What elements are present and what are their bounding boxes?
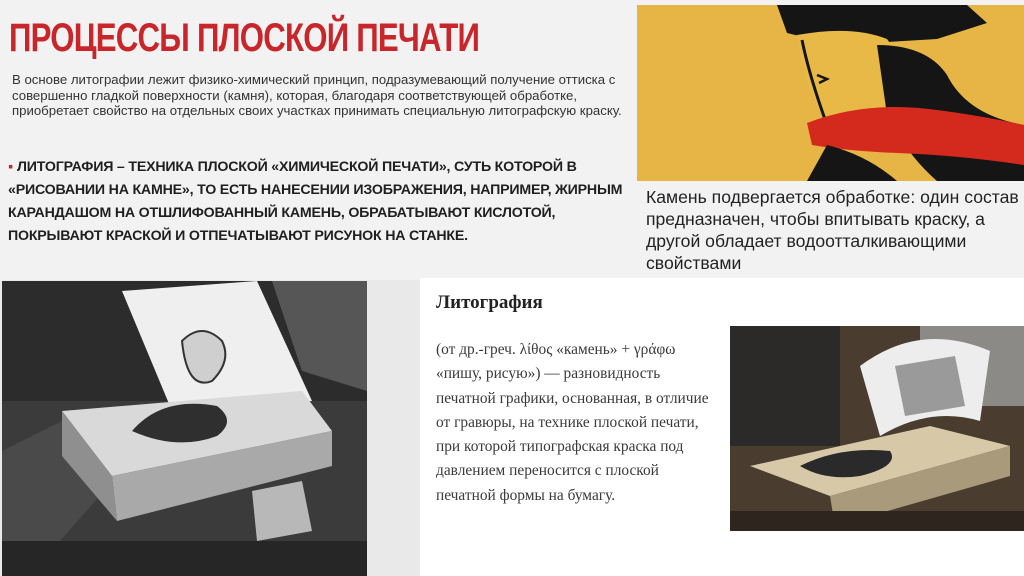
bullet-text: ЛИТОГРАФИЯ – ТЕХНИКА ПЛОСКОЙ «ХИМИЧЕСКОЙ ПЕЧАТИ», СУТЬ КОТОРОЙ В «РИСОВАНИИ НА КАМНЕ», ТО ЕСТЬ НАНЕСЕНИИ ИЗОБРАЖЕНИЯ, НАПРИМЕР, ЖИРНЫМ КАРАНДАШОМ НА ОТШЛИФОВАННЫЙ КАМЕНЬ, ОБРАБАТЫВАЮТ КИСЛОТОЙ, ПОКРЫВАЮТ КРАСКОЙ И ОТПЕЧАТЫВАЮТ РИСУНОК НА СТАНКЕ. (8, 159, 623, 244)
stone-caption: Камень подвергается обработке: один состав предназначен, чтобы впитывать краску, а другой обладает водоотталкивающими свойствами (646, 187, 1019, 273)
bullet-paragraph (8, 156, 628, 248)
lithograph-stone-photo-svg (2, 281, 367, 576)
bullet-marker-icon: ▪ (8, 159, 14, 175)
dictionary-body: (от др.-греч. λίθος «камень» + γράφω «пишу, рисую») — разновидность печатной графики, основанная, в отличие от гравюры, на технике плоской печати, при которой типографская краска под давлением переносится с плоской печатной формы на бумагу. (436, 341, 709, 504)
poster-illustration (637, 5, 1024, 181)
page-title: ПРОЦЕССЫ ПЛОСКОЙ ПЕЧАТИ (9, 16, 480, 60)
lithograph-stone-photo (2, 281, 367, 576)
printing-press-photo-svg (730, 326, 1024, 531)
printing-press-photo (730, 326, 1024, 531)
dictionary-card (420, 278, 1024, 576)
poster-illustration-svg (637, 5, 1024, 181)
dictionary-heading: Литография (436, 292, 543, 313)
intro-paragraph: В основе литографии лежит физико-химический принцип, подразумевающий получение оттиска с совершенно гладкой поверхности (камня), которая, благодаря соответствующей обработке, приобретает свойство на отдельных своих участках принимать специальную литографскую краску. (12, 72, 622, 119)
